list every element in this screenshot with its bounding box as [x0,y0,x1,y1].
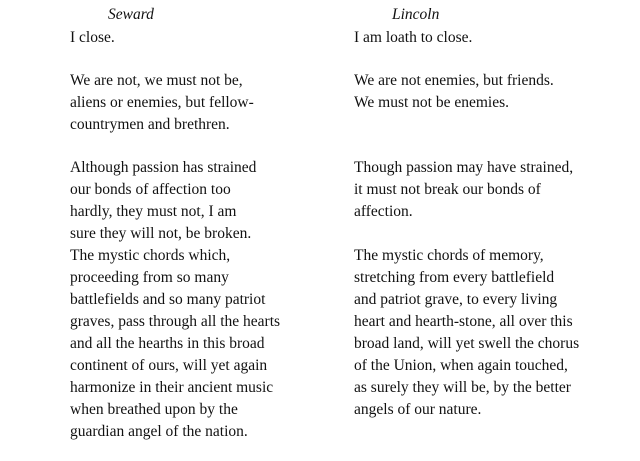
text-line: Though passion may have strained, [354,159,574,176]
text-line: graves, pass through all the hearts [70,313,281,330]
text-line: guardian angel of the nation. [70,423,248,440]
text-line: We must not be enemies. [354,94,510,111]
text-line: hardly, they must not, I am [70,203,237,220]
text-line: aliens or enemies, but fellow- [70,94,254,111]
text-line: affection. [354,203,413,220]
text-line: countrymen and brethren. [70,116,230,133]
text-line: and patriot grave, to every living [354,291,558,308]
lincoln-paragraph-2 [354,70,554,114]
text-line: our bonds of affection too [70,181,231,198]
text-line: continent of ours, will yet again [70,357,268,374]
text-line: angels of our nature. [354,401,482,418]
text-line: proceeding from so many [70,269,229,286]
text-line: stretching from every battlefield [354,269,555,286]
text-line: The mystic chords which, [70,247,231,264]
text-line: Although passion has strained [70,159,257,176]
text-line: The mystic chords of memory, [354,247,544,264]
seward-paragraph-1 [70,27,115,49]
text-line: I close. [70,29,115,46]
lincoln-paragraph-4 [354,245,579,421]
text-line: We are not enemies, but friends. [354,72,554,89]
lincoln-paragraph-1 [354,27,472,49]
text-line: it must not break our bonds of [354,181,541,198]
text-line: broad land, will yet swell the chorus [354,335,580,352]
text-line: when breathed upon by the [70,401,238,418]
seward-header: Seward [108,6,154,23]
seward-paragraph-3 [70,157,280,443]
text-line: We are not, we must not be, [70,72,243,89]
text-line: harmonize in their ancient music [70,379,274,396]
text-line: heart and hearth-stone, all over this [354,313,573,330]
text-line: sure they will not, be broken. [70,225,252,242]
text-line: of the Union, when again touched, [354,357,568,374]
text-line: I am loath to close. [354,29,473,46]
text-line: and all the hearths in this broad [70,335,265,352]
lincoln-paragraph-3 [354,157,573,223]
seward-paragraph-2 [70,70,254,136]
lincoln-header: Lincoln [392,6,440,23]
text-line: battlefields and so many patriot [70,291,266,308]
text-line: as surely they will be, by the better [354,379,571,396]
